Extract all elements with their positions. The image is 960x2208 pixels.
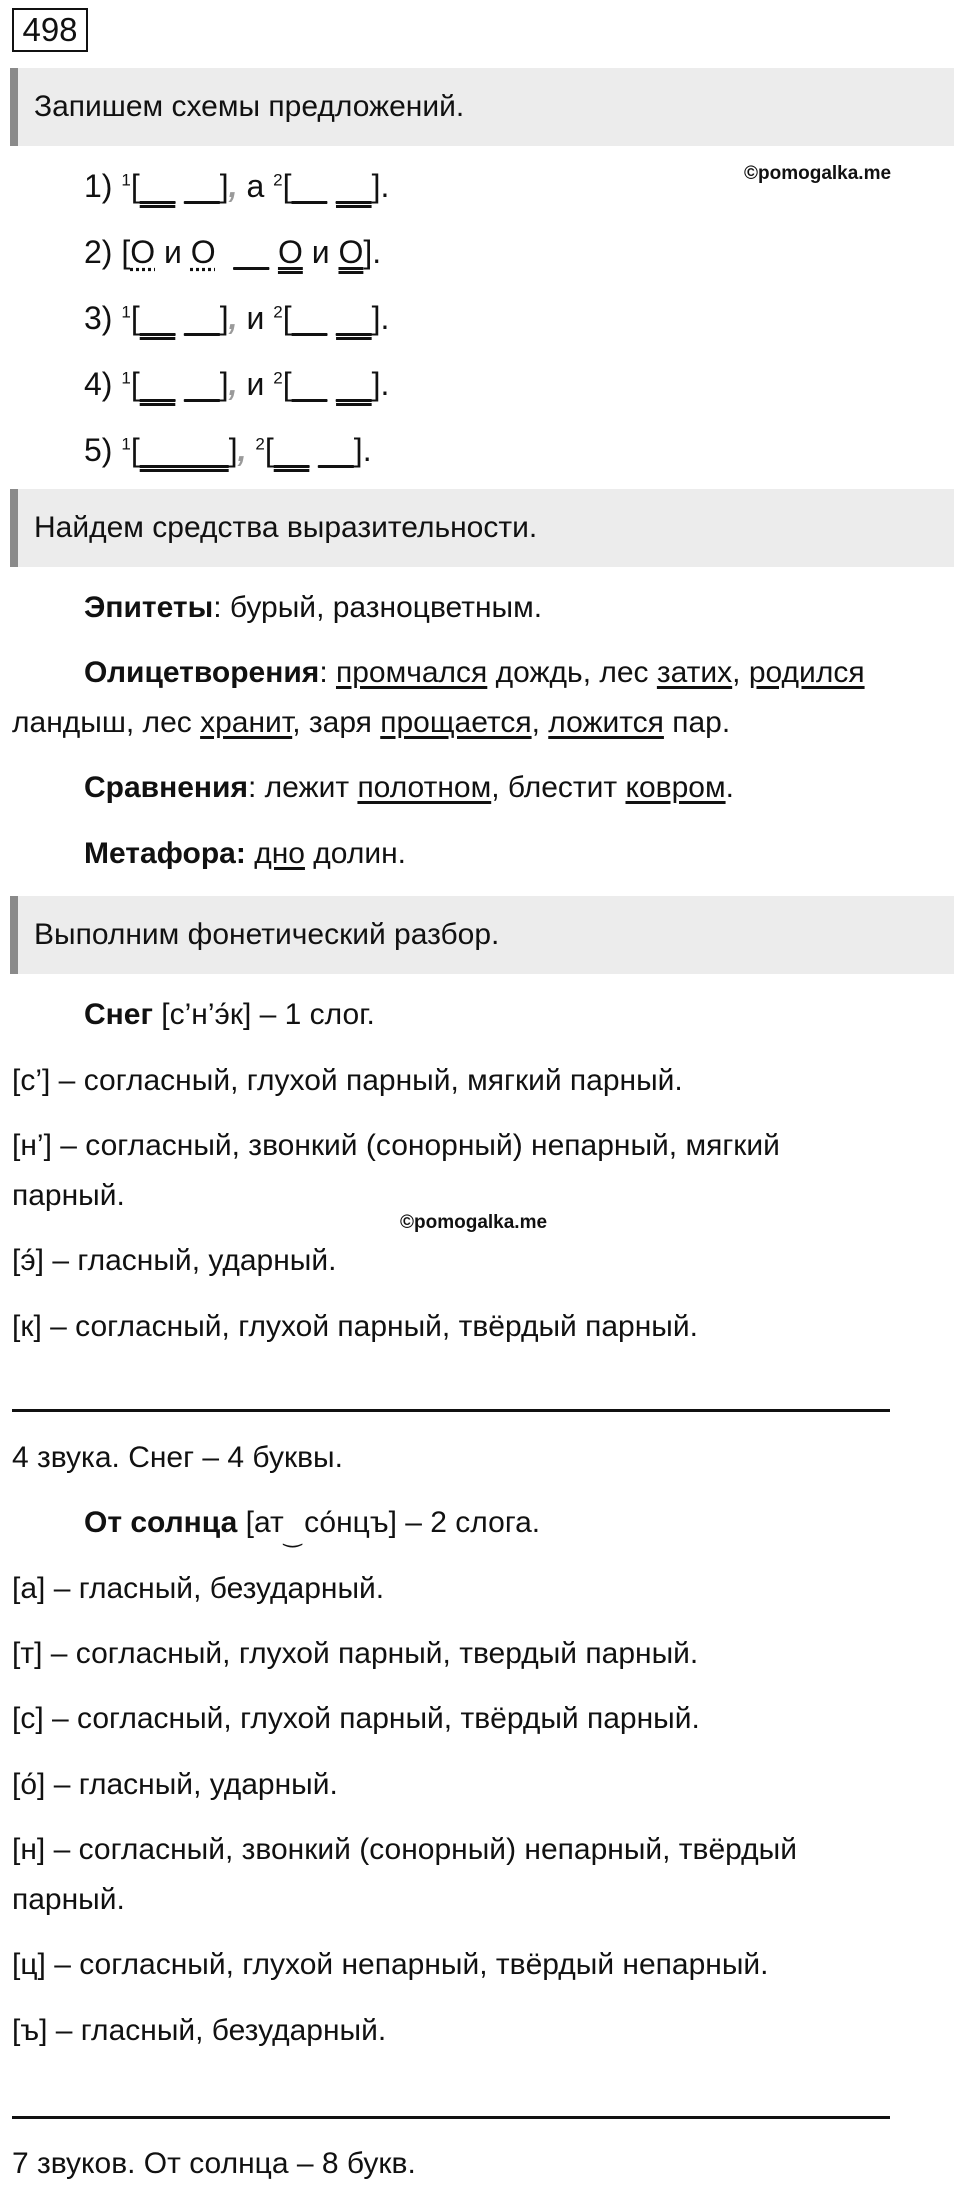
summary-2: 7 звуков. От солнца – 8 букв.	[12, 2147, 416, 2180]
phonetic-word-2	[84, 1503, 540, 1545]
conjunction: и	[246, 366, 265, 402]
comparison-word: полотном	[357, 771, 492, 804]
personification-word: ложится	[548, 706, 664, 739]
watermark: ©pomogalka.me	[744, 163, 892, 184]
text-fragment: ,	[732, 656, 749, 689]
clause-index: 2	[273, 368, 283, 388]
sound-line: [с’] – согласный, глухой парный, мягкий парный.	[12, 1064, 683, 1097]
sound-line: [о́] – гласный, ударный.	[12, 1768, 338, 1801]
comparison-word: ковром	[625, 771, 726, 804]
sound-line: [н’] – согласный, звонкий (сонорный) непарный, мягкий	[12, 1129, 780, 1162]
text-fragment: ,	[531, 706, 549, 739]
clause-index: 1	[121, 368, 131, 388]
clause-index: 2	[255, 434, 265, 454]
section-header-schemes: Запишем схемы предложений.	[10, 68, 954, 146]
transcription: [с’н’э́к] – 1 слог.	[152, 998, 375, 1031]
sound-line: [ъ] – гласный, безударный.	[12, 2014, 387, 2047]
clause-index: 2	[273, 302, 283, 322]
summary-1: 4 звука. Снег – 4 буквы.	[12, 1441, 343, 1474]
divider	[12, 1409, 890, 1412]
text-fragment: .	[725, 771, 734, 804]
personification-word: родился	[748, 656, 865, 689]
personification-word: прощается	[380, 706, 532, 739]
metaphor-line	[84, 834, 406, 874]
homogeneous-member: О	[130, 234, 156, 270]
transcription: [ат	[237, 1506, 284, 1539]
analyzed-word: От солнца	[84, 1506, 238, 1539]
personification-word: затих	[656, 656, 733, 689]
homogeneous-member: О	[190, 234, 216, 270]
clause-index: 1	[121, 434, 131, 454]
conjunction: и	[311, 234, 330, 270]
text-fragment: , заря	[292, 706, 381, 739]
phonetic-word-1	[84, 995, 375, 1035]
scheme-1: 1) $^1$[__ __], а $^2$[__ __].	[84, 168, 390, 204]
clause-index: 1	[121, 170, 131, 190]
scheme-2: 2) [О и О __ О и О].	[84, 234, 382, 270]
sound-line: [н] – согласный, звонкий (сонорный) непарный, твёрдый	[12, 1833, 797, 1866]
sound-line: [э́] – гласный, ударный.	[12, 1244, 337, 1277]
epithets-text: : бурый, разноцветным.	[213, 591, 543, 624]
scheme-number: 3)	[84, 300, 113, 336]
scheme-5: 5) $^1$[_____], $^2$[__ __].	[84, 432, 372, 468]
task-number: 498	[12, 8, 88, 52]
liaison-arc-icon: ‿	[283, 1522, 302, 1547]
conjunction: и	[164, 234, 182, 270]
text-fragment: : лежит	[248, 771, 358, 804]
text-fragment: ландыш, лес	[12, 706, 201, 739]
scheme-number: 4)	[84, 366, 113, 402]
personification-word: промчался	[335, 656, 488, 689]
conjunction: и	[246, 300, 265, 336]
homogeneous-member: О	[277, 234, 303, 270]
text-fragment: долин.	[304, 837, 406, 870]
personification-line-2	[12, 703, 730, 743]
epithets-line	[84, 588, 542, 628]
scheme-number: 2)	[84, 234, 113, 270]
scheme-number: 5)	[84, 432, 113, 468]
personification-word: хранит	[200, 706, 293, 739]
watermark: ©pomogalka.me	[400, 1212, 548, 1233]
text-fragment: , блестит	[491, 771, 626, 804]
sound-line: [к] – согласный, глухой парный, твёрдый парный.	[12, 1310, 698, 1343]
clause-index: 2	[273, 170, 283, 190]
section-header-phonetic: Выполним фонетический разбор.	[10, 896, 954, 974]
metaphor-word: дно	[254, 837, 305, 870]
section-header-expressive: Найдем средства выразительности.	[10, 489, 954, 567]
scheme-number: 1)	[84, 168, 113, 204]
sound-line: [а] – гласный, безударный.	[12, 1572, 385, 1605]
homogeneous-member: О	[338, 234, 364, 270]
transcription: со́нцъ] – 2 слога.	[295, 1506, 541, 1539]
text-fragment: дождь, лес	[487, 656, 657, 689]
clause-index: 1	[121, 302, 131, 322]
sound-line: [ц] – согласный, глухой непарный, твёрдый непарный.	[12, 1948, 769, 1981]
divider	[12, 2116, 890, 2119]
sound-line: [т] – согласный, глухой парный, твердый парный.	[12, 1637, 699, 1670]
metaphor-label: Метафора:	[84, 837, 246, 870]
text-fragment: пар.	[663, 706, 731, 739]
sound-line: парный.	[12, 1883, 125, 1916]
analyzed-word: Снег	[84, 998, 153, 1031]
scheme-4: 4) $^1$[__ __], и $^2$[__ __].	[84, 366, 390, 402]
comparisons-label: Сравнения	[84, 771, 248, 804]
sound-line: [с] – согласный, глухой парный, твёрдый парный.	[12, 1702, 700, 1735]
epithets-label: Эпитеты	[84, 591, 214, 624]
sound-line: парный.	[12, 1179, 125, 1212]
personification-label: Олицетворения	[84, 656, 320, 689]
comparisons-line	[84, 768, 734, 808]
scheme-3: 3) $^1$[__ __], и $^2$[__ __].	[84, 300, 390, 336]
personification-line-1: Олицетворения: промчался дождь, лес затих, родился	[84, 656, 865, 689]
conjunction: а	[246, 168, 265, 204]
